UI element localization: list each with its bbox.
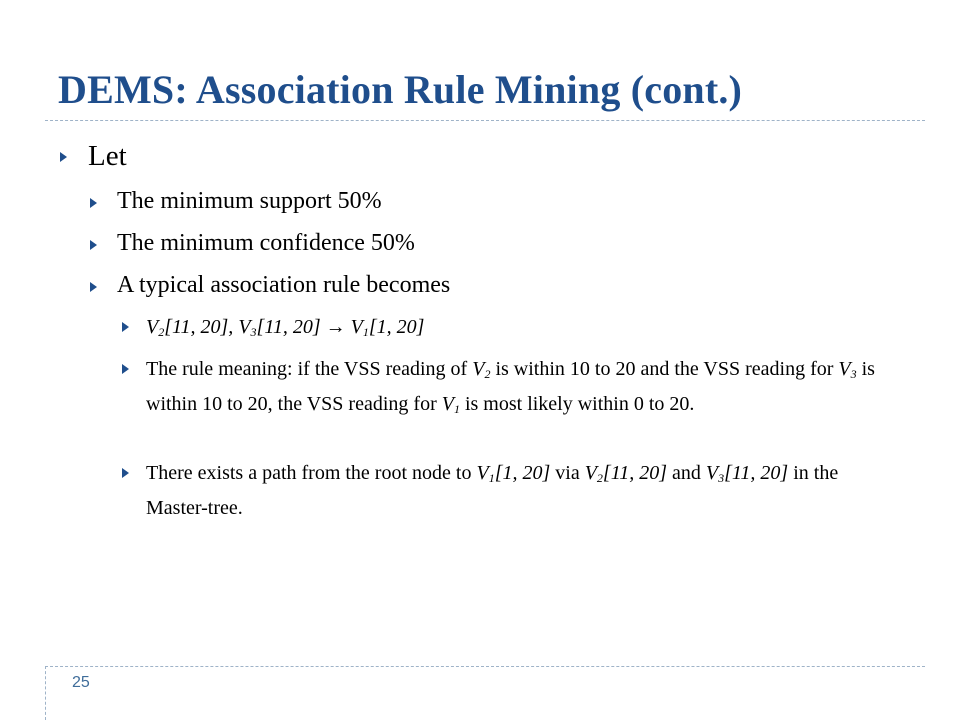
bullet-icon (90, 198, 97, 208)
rule-meaning: The rule meaning: if the VSS reading of $V_2$ is within 10 to 20 and the VSS reading for $V_3$ is within 10 to 20, the VSS reading for $V_1$ is most likely within 0 to 20. (146, 358, 875, 416)
bullet-let: Let (88, 140, 127, 172)
slide-title: DEMS: Association Rule Mining (cont.) (58, 67, 743, 112)
association-rule: $V_2[11$, 20], $V_3[11$, $20] \to V_1[1$, 20] (146, 316, 425, 339)
bullet-min-confidence: The minimum confidence 50% (117, 230, 415, 256)
bullet-icon (60, 152, 67, 162)
bullet-icon (90, 240, 97, 250)
bullet-icon (122, 322, 129, 332)
footer-divider (45, 666, 925, 667)
master-tree-path: There exists a path from the root node to $V_1[1$, 20] via $V_2[11$, 20] and $V_3[11$, 20] in the Master-tree. (146, 462, 839, 519)
bullet-icon (122, 468, 129, 478)
bullet-icon (90, 282, 97, 292)
bullet-min-support: The minimum support 50% (117, 188, 382, 214)
bullet-icon (122, 364, 129, 374)
bullet-typical-rule: A typical association rule becomes (117, 272, 451, 298)
footer-vertical-divider (45, 666, 46, 720)
title-divider (45, 120, 925, 121)
page-number: 25 (72, 674, 90, 691)
